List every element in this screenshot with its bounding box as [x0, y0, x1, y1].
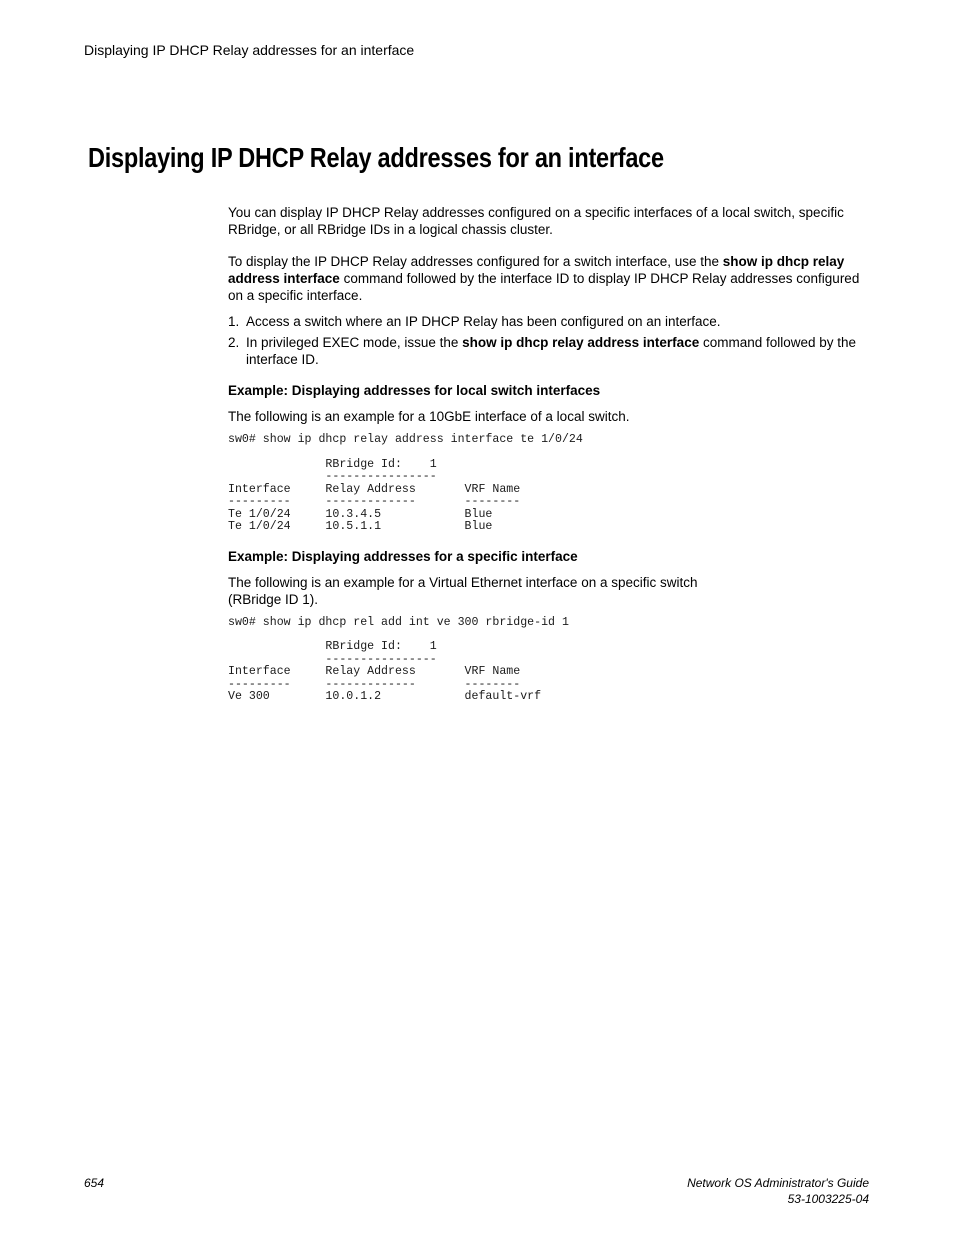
step-item	[228, 334, 868, 368]
page-title: Displaying IP DHCP Relay addresses for an interface	[88, 142, 664, 173]
example-lead: The following is an example for a Virtual Ethernet interface on a specific switch (RBridge ID 1).	[228, 574, 698, 607]
steps-list	[228, 313, 868, 368]
step-command: show ip dhcp relay address interface	[462, 335, 700, 350]
code-output: RBridge Id: 1 ---------------- Interface Relay Address VRF Name --------- ------------- -------- Te 1/0/24 10.3.4.5 Blue Te 1/0/24 10.5.1.1 Blue	[228, 457, 521, 533]
command-name: show ip dhcp relay address interface	[228, 254, 845, 286]
step-number: 2.	[228, 335, 240, 350]
body-column	[228, 204, 868, 718]
page-number: 654	[84, 1176, 105, 1190]
code-command: sw0# show ip dhcp relay address interface te 1/0/24	[228, 433, 583, 446]
doc-number: 53-1003225-04	[787, 1192, 869, 1206]
intro-paragraph: You can display IP DHCP Relay addresses configured on a specific interfaces of a local switch, specific RBridge, or all RBridge IDs in a logical chassis cluster.	[228, 205, 844, 237]
example-heading: Example: Displaying addresses for local switch interfaces	[228, 383, 601, 398]
step-text: Access a switch where an IP DHCP Relay has been configured on an interface.	[246, 314, 721, 329]
code-output: RBridge Id: 1 ---------------- Interface Relay Address VRF Name --------- ------------- -------- Ve 300 10.0.1.2 default-vrf	[228, 640, 542, 703]
example-heading: Example: Displaying addresses for a specific interface	[228, 548, 578, 564]
footer-doc-info	[687, 1175, 869, 1207]
guide-title: Network OS Administrator's Guide	[687, 1176, 869, 1190]
step-item	[228, 313, 868, 330]
step-text-before: In privileged EXEC mode, issue the	[246, 335, 463, 350]
step-text-after: command followed by the interface ID.	[246, 335, 857, 367]
example-lead: The following is an example for a 10GbE interface of a local switch.	[228, 409, 630, 424]
step-number: 1.	[228, 314, 240, 329]
instruction-text-before: To display the IP DHCP Relay addresses configured for a switch interface, use the	[228, 254, 723, 269]
code-command: sw0# show ip dhcp rel add int ve 300 rbridge-id 1	[228, 615, 569, 629]
running-header: Displaying IP DHCP Relay addresses for an interface	[84, 42, 415, 58]
instruction-text-after: command followed by the interface ID to display IP DHCP Relay addresses configured on a specific interface.	[228, 271, 860, 303]
instruction-paragraph	[228, 253, 868, 304]
